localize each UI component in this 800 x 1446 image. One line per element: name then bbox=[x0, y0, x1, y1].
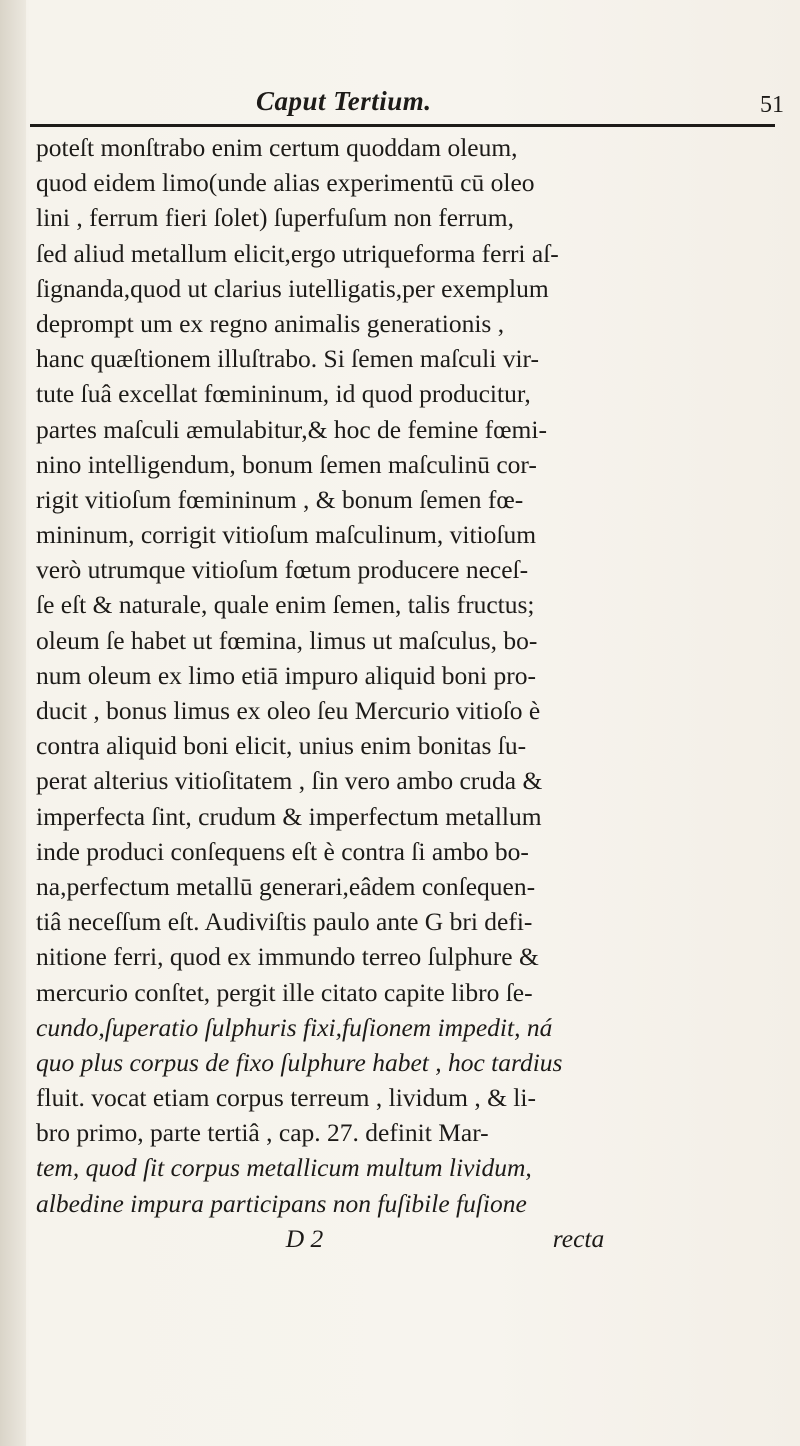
text-line: nino intelligendum, bonum ſemen maſculinū cor- bbox=[36, 449, 537, 479]
text-line: mininum, corrigit vitioſum maſculinum, vitioſum bbox=[36, 520, 537, 550]
signature-catchword-line: D 2 recta bbox=[285, 1223, 605, 1253]
page-header bbox=[0, 74, 800, 124]
text-line: num oleum ex limo etiā impuro aliquid boni pro- bbox=[36, 660, 537, 690]
text-line: lini , ferrum fieri ſolet) ſuperfuſum non ferrum, bbox=[36, 203, 514, 233]
text-line: tute ſuâ excellat fœmininum, id quod producitur, bbox=[36, 379, 531, 409]
text-line: tem, quod ſit corpus metallicum multum lividum, bbox=[36, 1153, 532, 1183]
text-line: albedine impura participans non fuſibile fuſione bbox=[36, 1188, 527, 1218]
text-line: tiâ neceſſum eſt. Audiviſtis paulo ante G bri defi- bbox=[36, 907, 533, 937]
text-line: rigit vitioſum fœmininum , & bonum ſemen fœ- bbox=[36, 484, 524, 514]
header-rule bbox=[30, 124, 775, 127]
text-line: contra aliquid boni elicit, unius enim bonitas ſu- bbox=[36, 731, 527, 761]
running-title: Caput Tertium. bbox=[256, 86, 432, 116]
text-line: fluit. vocat etiam corpus terreum , lividum , & li- bbox=[36, 1083, 536, 1113]
text-line: poteſt monſtrabo enim certum quoddam oleum, bbox=[36, 133, 518, 162]
text-line: ducit , bonus limus ex oleo ſeu Mercurio vitioſo è bbox=[36, 696, 541, 725]
text-line: ſignanda,quod ut clarius iutelligatis,per exemplum bbox=[36, 273, 549, 303]
text-line: cundo,ſuperatio ſulphuris fixi,fuſionem impedit, ná bbox=[36, 1012, 553, 1042]
text-line: partes maſculi æmulabitur,& hoc de femine fœmi- bbox=[36, 414, 547, 444]
text-line: hanc quæſtionem illuſtrabo. Si ſemen maſculi vir- bbox=[36, 344, 540, 374]
text-line: ſed aliud metallum elicit,ergo utriqueforma ferri aſ- bbox=[36, 238, 559, 268]
text-line: na,perfectum metallū generari,eâdem conſequen- bbox=[36, 871, 536, 901]
text-line: verò utrumque vitioſum fœtum producere neceſ- bbox=[36, 555, 529, 585]
text-line: inde produci conſequens eſt è contra ſi ambo bo- bbox=[36, 836, 529, 866]
text-line: bro primo, parte tertiâ , cap. 27. definit Mar- bbox=[36, 1118, 489, 1148]
text-line: quo plus corpus de fixo ſulphure habet , hoc tardius bbox=[36, 1047, 563, 1077]
text-line: imperfecta ſint, crudum & imperfectum metallum bbox=[36, 801, 542, 831]
text-line: perat alterius vitioſitatem , ſin vero ambo cruda & bbox=[36, 766, 543, 796]
text-line: nitione ferri, quod ex immundo terreo ſulphure & bbox=[36, 942, 539, 972]
text-line: quod eidem limo(unde alias experimentū cū oleo bbox=[36, 168, 535, 198]
text-line: deprompt um ex regno animalis generationis , bbox=[36, 308, 505, 338]
text-line: mercurio conſtet, pergit ille citato capite libro ſe- bbox=[36, 977, 533, 1007]
page-number: 51 bbox=[760, 92, 784, 118]
text-line: ſe eſt & naturale, quale enim ſemen, talis fructus; bbox=[36, 590, 535, 620]
text-line: oleum ſe habet ut fœmina, limus ut maſculus, bo- bbox=[36, 625, 538, 655]
page-gutter bbox=[0, 0, 26, 1446]
body-text bbox=[36, 130, 774, 1256]
